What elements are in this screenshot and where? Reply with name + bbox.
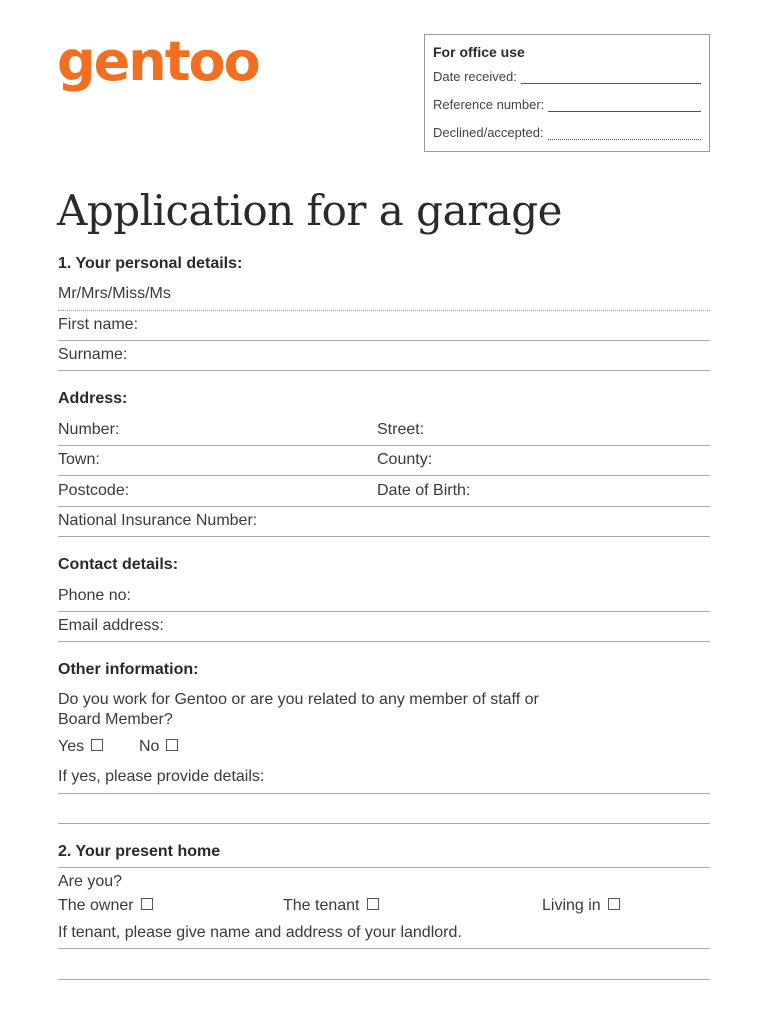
title-field-line[interactable] (58, 310, 710, 311)
yes-checkbox[interactable] (91, 739, 103, 751)
email-line[interactable] (58, 641, 710, 642)
date-received-label: Date received: (433, 69, 517, 84)
staff-question-line2: Board Member? (58, 711, 173, 728)
living-in-label: Living in (542, 897, 601, 914)
first-name-label: First name: (58, 316, 139, 333)
title-field-label: Mr/Mrs/Miss/Ms (58, 285, 171, 302)
no-checkbox[interactable] (166, 739, 178, 751)
owner-checkbox[interactable] (141, 898, 153, 910)
office-use-box (424, 34, 710, 152)
number-street-line[interactable] (58, 445, 710, 446)
living-in-option (542, 897, 620, 915)
county-label: County: (377, 451, 433, 468)
present-home-rule (58, 867, 710, 868)
contact-details-heading: Contact details: (58, 556, 179, 573)
tenant-option (283, 897, 379, 915)
details-line-2[interactable] (58, 823, 710, 824)
living-in-checkbox[interactable] (608, 898, 620, 910)
surname-line[interactable] (58, 370, 710, 371)
town-county-line[interactable] (58, 475, 710, 476)
town-label: Town: (58, 451, 100, 468)
details-line-1[interactable] (58, 793, 710, 794)
date-received-row (433, 69, 701, 84)
other-information-heading: Other information: (58, 661, 199, 678)
postcode-label: Postcode: (58, 482, 130, 499)
landlord-label: If tenant, please give name and address of your landlord. (58, 924, 462, 941)
no-option (139, 738, 178, 756)
number-label: Number: (58, 421, 120, 438)
dob-label: Date of Birth: (377, 482, 471, 499)
tenant-label: The tenant (283, 897, 360, 914)
postcode-dob-line[interactable] (58, 506, 710, 507)
street-label: Street: (377, 421, 425, 438)
address-heading: Address: (58, 390, 128, 407)
personal-details-heading: 1. Your personal details: (58, 255, 243, 272)
ni-number-label: National Insurance Number: (58, 512, 258, 529)
surname-label: Surname: (58, 346, 128, 363)
landlord-line-1[interactable] (58, 948, 710, 949)
declined-accepted-field[interactable] (548, 129, 701, 140)
owner-option (58, 897, 153, 915)
tenant-checkbox[interactable] (367, 898, 379, 910)
staff-question-line1: Do you work for Gentoo or are you related to any member of staff or (58, 691, 539, 708)
email-label: Email address: (58, 617, 164, 634)
reference-number-field[interactable] (548, 101, 701, 112)
gentoo-logo: gentoo (57, 30, 259, 93)
no-label: No (139, 738, 160, 755)
details-label: If yes, please provide details: (58, 768, 265, 785)
present-home-heading: 2. Your present home (58, 843, 221, 860)
office-use-title: For office use (433, 44, 525, 60)
ni-number-line[interactable] (58, 536, 710, 537)
declined-accepted-row (433, 125, 701, 140)
reference-number-row (433, 97, 701, 112)
reference-number-label: Reference number: (433, 97, 545, 112)
phone-line[interactable] (58, 611, 710, 612)
page-title: Application for a garage (57, 186, 562, 235)
first-name-line[interactable] (58, 340, 710, 341)
yes-option (58, 738, 103, 756)
landlord-line-2[interactable] (58, 979, 710, 980)
date-received-field[interactable] (521, 73, 701, 84)
declined-accepted-label: Declined/accepted: (433, 125, 544, 140)
are-you-label: Are you? (58, 873, 123, 890)
owner-label: The owner (58, 897, 134, 914)
phone-label: Phone no: (58, 587, 131, 604)
yes-label: Yes (58, 738, 85, 755)
